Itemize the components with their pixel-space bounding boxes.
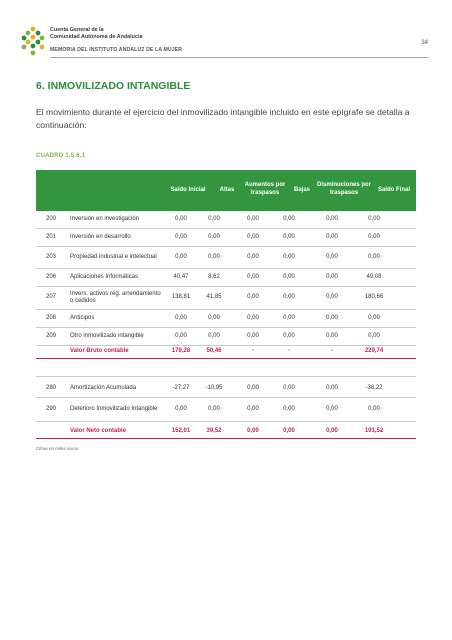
logo-icon	[20, 26, 46, 56]
value-cell: 0,00	[368, 233, 380, 240]
account-code: 200	[45, 215, 56, 222]
value-cell: -	[288, 348, 290, 355]
account-description: Amortización Acumulada	[70, 384, 137, 391]
value-cell: 0,00	[283, 427, 295, 434]
value-cell: 0,00	[326, 427, 338, 434]
value-cell: 50,46	[206, 348, 222, 355]
value-cell: 0,00	[175, 405, 187, 412]
value-cell: 0,00	[247, 273, 259, 280]
org-name-line2: Comunidad Autónoma de Andalucía	[50, 34, 143, 40]
account-code: 290	[45, 405, 56, 412]
value-cell: -10,95	[205, 384, 223, 391]
value-cell: 0,00	[368, 314, 380, 321]
account-code: 280	[45, 384, 56, 391]
table-row	[36, 398, 416, 422]
account-description: Propiedad industrial e intelectual	[70, 253, 157, 260]
value-cell: 180,66	[364, 294, 384, 301]
value-cell: 0,00	[208, 332, 220, 339]
value-cell: 0,00	[283, 233, 295, 240]
table-row	[36, 287, 416, 310]
value-cell: 39,52	[206, 427, 222, 434]
value-cell: 0,00	[247, 233, 259, 240]
value-cell: 0,00	[326, 273, 338, 280]
section-title: 6. INMOVILIZADO INTANGIBLE	[36, 80, 191, 92]
value-cell: 0,00	[368, 253, 380, 260]
page-number: 34	[421, 40, 428, 46]
value-cell: 0,00	[326, 384, 338, 391]
account-code: 201	[45, 233, 56, 240]
table-row	[36, 328, 416, 346]
value-cell: -	[331, 348, 333, 355]
intro-paragraph: El movimiento durante el ejercicio del inmovilizado intangible incluido en este epígrafe se detalla a continuación:	[36, 107, 410, 130]
total-row	[36, 425, 416, 439]
value-cell: 0,00	[247, 215, 259, 222]
value-cell: 0,00	[208, 253, 220, 260]
account-code: 206	[45, 273, 56, 280]
header-divider	[50, 57, 428, 58]
value-cell: 0,00	[247, 405, 259, 412]
table-row	[36, 380, 416, 398]
account-description: Valor Bruto contable	[70, 348, 129, 355]
value-cell: 0,00	[283, 294, 295, 301]
table-header	[36, 170, 416, 211]
value-cell: 0,00	[283, 253, 295, 260]
account-description: Aplicaciones Informáticas	[70, 273, 139, 280]
account-code: 209	[45, 332, 56, 339]
value-cell: 0,00	[208, 314, 220, 321]
value-cell: 0,00	[368, 215, 380, 222]
org-name-line1: Cuenta General de la	[50, 27, 104, 33]
value-cell: 0,00	[208, 233, 220, 240]
account-description: Inversión en desarrollo	[70, 233, 131, 240]
col-altas: Altas	[219, 187, 235, 193]
value-cell: 0,00	[283, 273, 295, 280]
value-cell: 0,00	[247, 314, 259, 321]
value-cell: 0,00	[326, 314, 338, 321]
account-code: 208	[45, 314, 56, 321]
value-cell: 229,74	[364, 348, 384, 355]
value-cell: 0,00	[247, 384, 259, 391]
col-disminuciones: Disminuciones por traspasos	[316, 182, 371, 196]
value-cell: 191,52	[364, 427, 384, 434]
value-cell: -	[252, 348, 254, 355]
value-cell: 40,47	[173, 273, 189, 280]
value-cell: 152,01	[171, 427, 191, 434]
value-cell: 0,00	[175, 314, 187, 321]
table-row	[36, 211, 416, 229]
value-cell: 0,00	[326, 233, 338, 240]
col-saldo-final: Saldo Final	[377, 187, 410, 193]
section-divider	[36, 376, 416, 377]
account-code: 207	[45, 294, 56, 301]
value-cell: 0,00	[175, 332, 187, 339]
value-cell: 138,81	[171, 294, 191, 301]
account-code: 203	[45, 253, 56, 260]
value-cell: 0,00	[208, 215, 220, 222]
account-description: Valor Neto contable	[70, 427, 127, 434]
value-cell: 0,00	[283, 405, 295, 412]
table-row	[36, 229, 416, 247]
account-description: Otro inmovilizado intangible	[70, 332, 144, 339]
value-cell: 0,00	[208, 405, 220, 412]
account-description: Anticipos	[70, 314, 95, 321]
col-saldo-inicial: Saldo Inicial	[170, 187, 206, 193]
value-cell: 0,00	[326, 294, 338, 301]
value-cell: 0,00	[175, 215, 187, 222]
account-description: Inversión en investigación	[70, 215, 140, 222]
account-description: Deterioro Inmovilizado Intangible	[70, 405, 158, 412]
table-row	[36, 269, 416, 287]
value-cell: 0,00	[283, 384, 295, 391]
table-row	[36, 310, 416, 328]
value-cell: 0,00	[368, 332, 380, 339]
value-cell: 8,62	[208, 273, 220, 280]
cuadro-label: CUADRO 1.5.6.1	[36, 153, 86, 159]
value-cell: 0,00	[283, 332, 295, 339]
value-cell: 0,00	[175, 253, 187, 260]
col-aumentos: Aumentos por traspasos	[244, 182, 286, 196]
value-cell: -27,27	[172, 384, 190, 391]
value-cell: 179,28	[171, 348, 191, 355]
table-row	[36, 247, 416, 269]
value-cell: 0,00	[247, 253, 259, 260]
value-cell: 41,85	[206, 294, 222, 301]
value-cell: 0,00	[247, 294, 259, 301]
account-description: Invers. activos rég. arrendamiento o cedidos	[70, 290, 161, 304]
col-bajas: Bajas	[293, 187, 310, 193]
memoria-title: MEMORIA DEL INSTITUTO ANDALUZ DE LA MUJER	[50, 47, 183, 53]
value-cell: 0,00	[283, 314, 295, 321]
value-cell: 0,00	[247, 427, 259, 434]
value-cell: 0,00	[283, 215, 295, 222]
total-row	[36, 346, 416, 359]
value-cell: 49,08	[366, 273, 382, 280]
value-cell: 0,00	[326, 405, 338, 412]
footnote: Cifras en miles euros	[36, 446, 79, 451]
value-cell: 0,00	[326, 253, 338, 260]
value-cell: -38,22	[365, 384, 383, 391]
value-cell: 0,00	[326, 332, 338, 339]
value-cell: 0,00	[326, 215, 338, 222]
value-cell: 0,00	[368, 405, 380, 412]
value-cell: 0,00	[175, 233, 187, 240]
value-cell: 0,00	[247, 332, 259, 339]
